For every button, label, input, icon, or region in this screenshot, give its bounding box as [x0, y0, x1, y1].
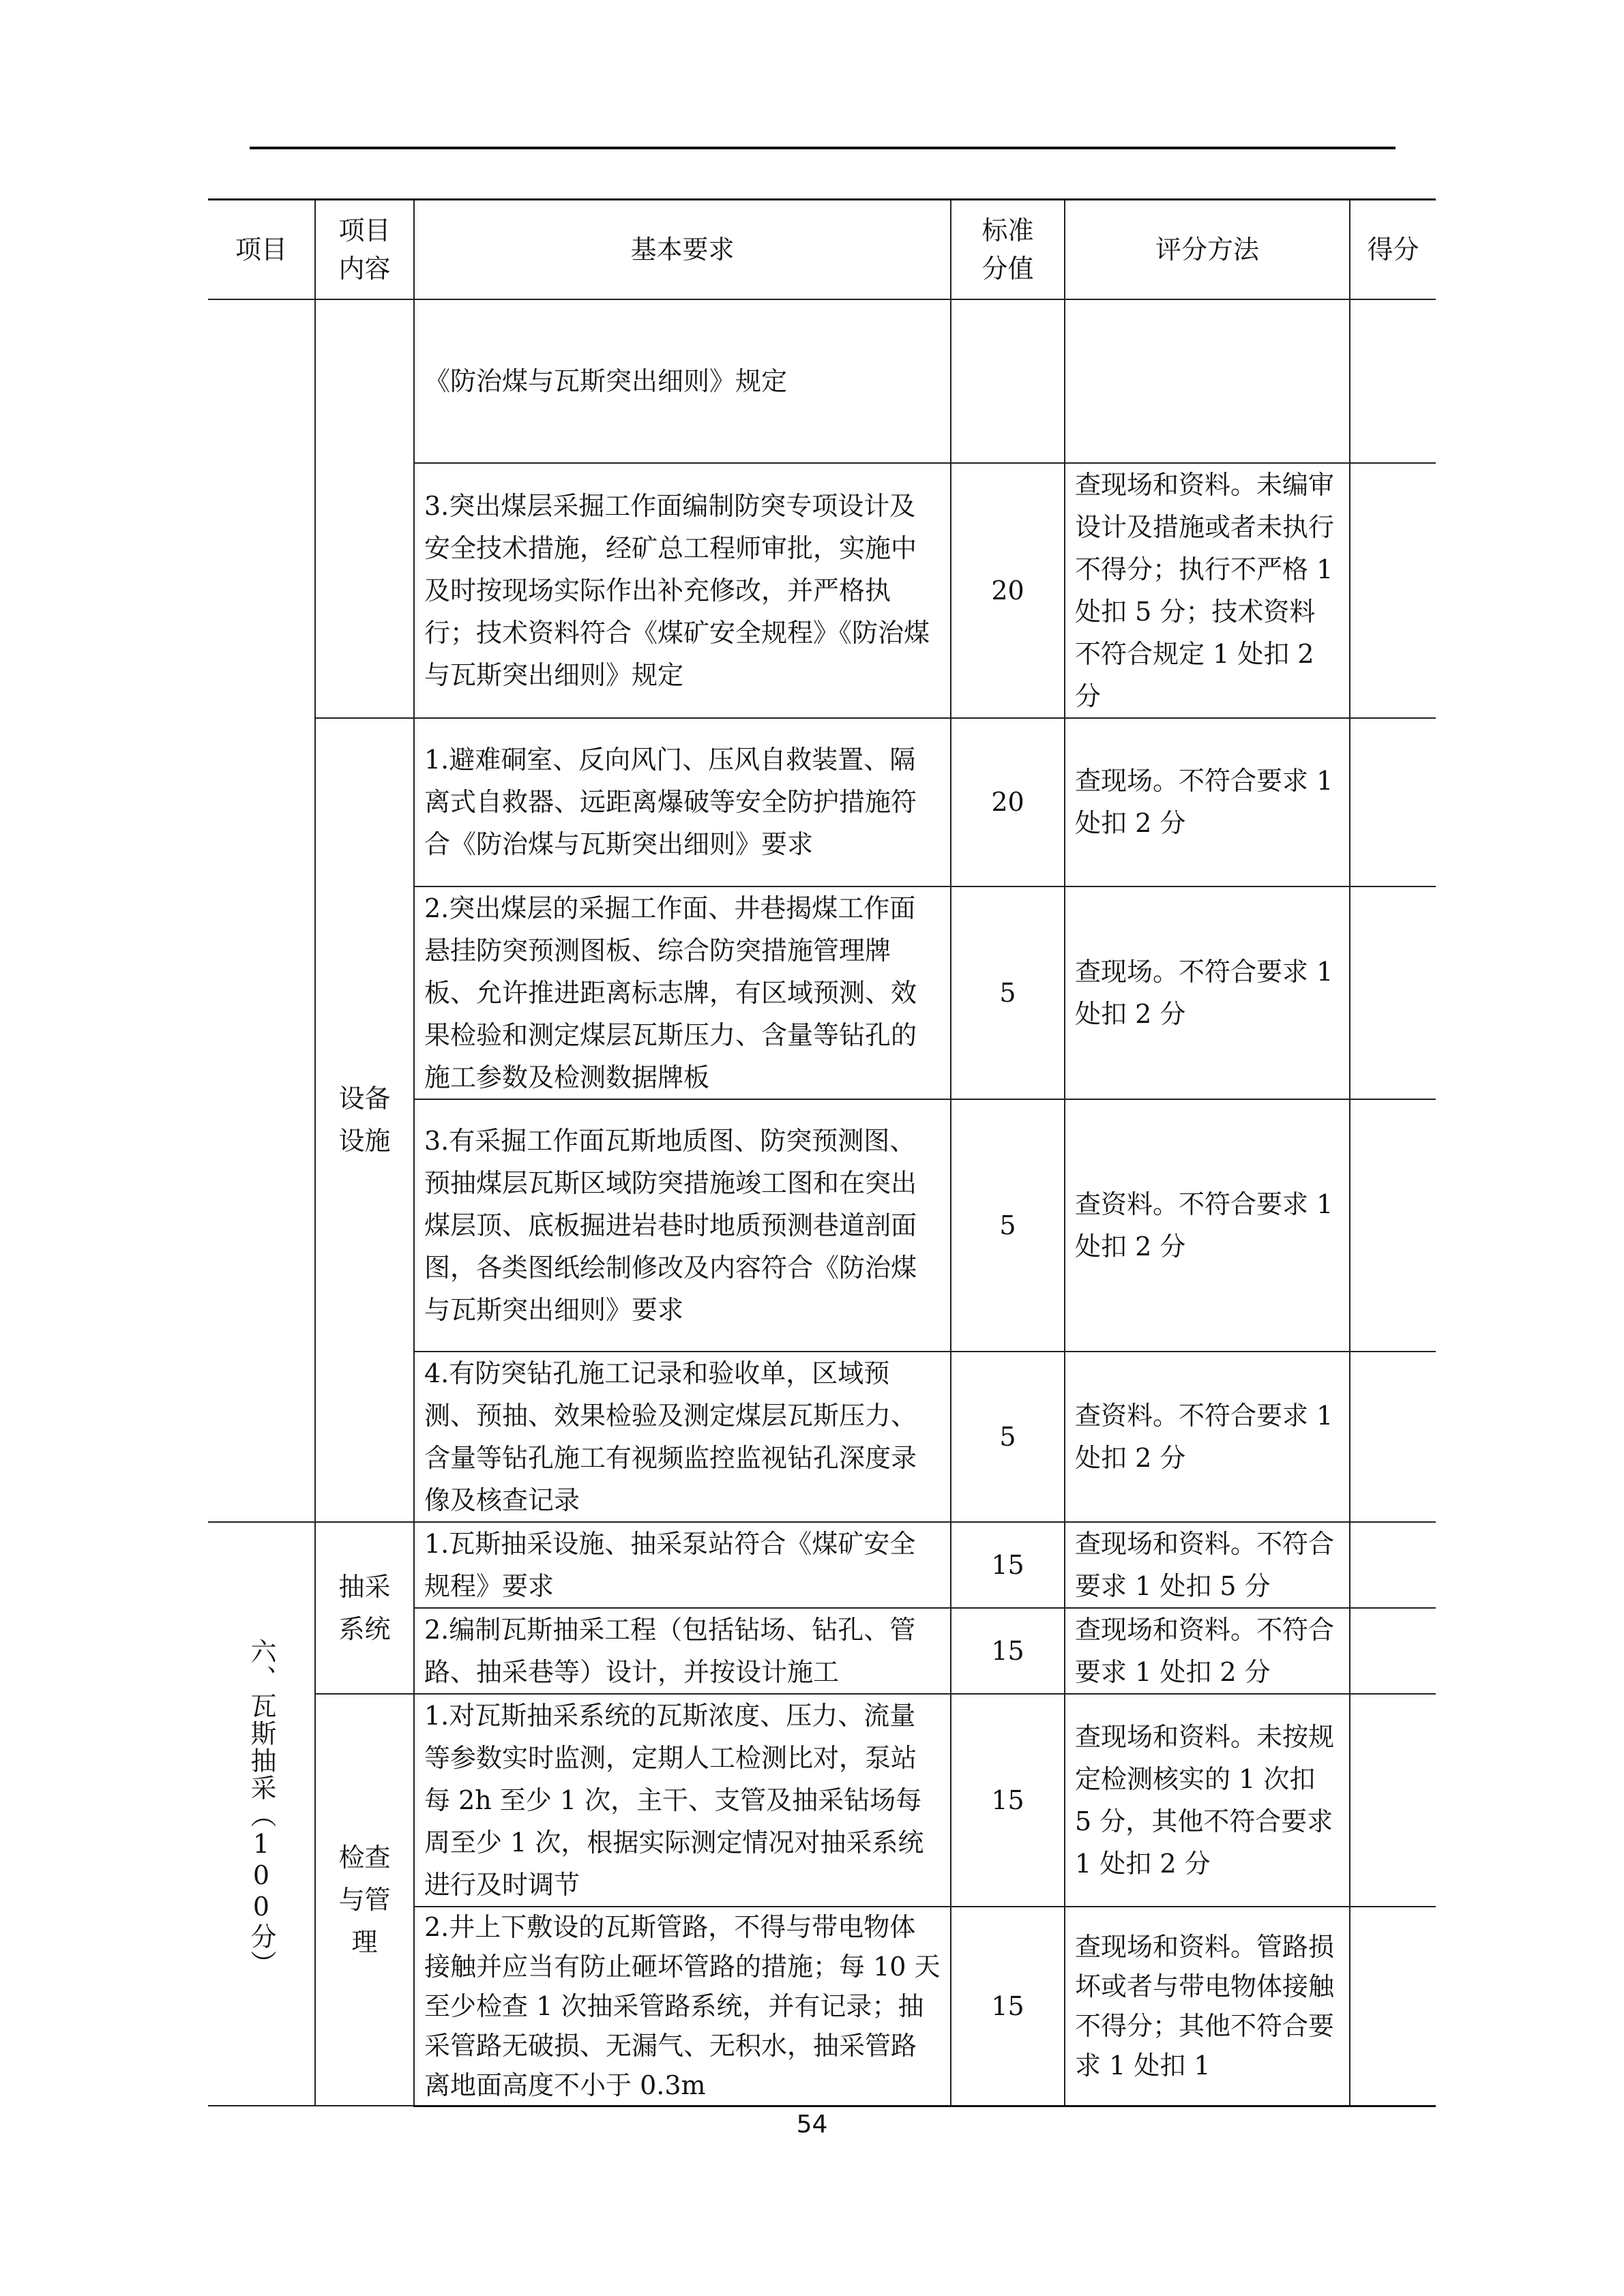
subgroup-cell-inspection: 检查 与管 理	[315, 1694, 414, 2106]
score-cell	[1350, 1694, 1436, 1907]
method-cell: 查现场。不符合要求 1 处扣 2 分	[1065, 718, 1350, 886]
method-cell: 查现场和资料。未编审设计及措施或者未执行不得分；执行不严格 1 处扣 5 分；技术资料不符合规定 1 处扣 2 分	[1065, 463, 1350, 718]
value-cell: 5	[951, 886, 1065, 1099]
value-cell: 15	[951, 1694, 1065, 1907]
requirement-cell: 1.瓦斯抽采设施、抽采泵站符合《煤矿安全规程》要求	[414, 1522, 951, 1608]
header-method: 评分方法	[1065, 200, 1350, 299]
table-row	[208, 718, 1436, 886]
header-item: 项目	[208, 200, 315, 299]
requirement-cell: 2.井上下敷设的瓦斯管路，不得与带电物体接触并应当有防止砸坏管路的措施；每 10 天至少检查 1 次抽采管路系统，并有记录；抽采管路无破损、无漏气、无积水，抽采管路离地面高度不小于 0.3m	[414, 1907, 951, 2106]
requirement-cell: 4.有防突钻孔施工记录和验收单，区域预测、预抽、效果检验及测定煤层瓦斯压力、含量等钻孔施工有视频监控监视钻孔深度录像及核查记录	[414, 1352, 951, 1522]
table-row	[208, 299, 1436, 463]
item-cell-gas-drainage: 六、瓦斯抽采（100分）	[208, 1522, 315, 2106]
header-content: 项目 内容	[315, 200, 414, 299]
requirement-cell: 1.避难硐室、反向风门、压风自救装置、隔离式自救器、远距离爆破等安全防护措施符合《防治煤与瓦斯突出细则》要求	[414, 718, 951, 886]
score-cell	[1350, 1099, 1436, 1352]
score-cell	[1350, 463, 1436, 718]
header-requirement: 基本要求	[414, 200, 951, 299]
subgroup-cell-continued	[315, 299, 414, 718]
table-header-row	[208, 200, 1436, 299]
method-cell: 查资料。不符合要求 1 处扣 2 分	[1065, 1099, 1350, 1352]
method-cell: 查现场和资料。未按规定检测核实的 1 次扣 5 分，其他不符合要求 1 处扣 2 分	[1065, 1694, 1350, 1907]
score-cell	[1350, 1352, 1436, 1522]
header-score: 得分	[1350, 200, 1436, 299]
method-cell: 查现场和资料。管路损坏或者与带电物体接触不得分；其他不符合要求 1 处扣 1	[1065, 1907, 1350, 2106]
score-cell	[1350, 1522, 1436, 1608]
method-cell: 查资料。不符合要求 1 处扣 2 分	[1065, 1352, 1350, 1522]
header-value: 标准 分值	[951, 200, 1065, 299]
requirement-cell: 1.对瓦斯抽采系统的瓦斯浓度、压力、流量等参数实时监测，定期人工检测比对，泵站每 2h 至少 1 次，主干、支管及抽采钻场每周至少 1 次，根据实际测定情况对抽采系统进行及时调节	[414, 1694, 951, 1907]
table-row	[208, 1694, 1436, 1907]
method-cell: 查现场和资料。不符合要求 1 处扣 5 分	[1065, 1522, 1350, 1608]
requirement-cell: 3.突出煤层采掘工作面编制防突专项设计及安全技术措施，经矿总工程师审批，实施中及时按现场实际作出补充修改，并严格执行；技术资料符合《煤矿安全规程》《防治煤与瓦斯突出细则》规定	[414, 463, 951, 718]
header-rule	[250, 147, 1396, 149]
score-cell	[1350, 299, 1436, 463]
score-cell	[1350, 1907, 1436, 2106]
value-cell: 15	[951, 1907, 1065, 2106]
value-cell	[951, 299, 1065, 463]
value-cell: 15	[951, 1522, 1065, 1608]
score-cell	[1350, 886, 1436, 1099]
subgroup-cell-drainage-system: 抽采 系统	[315, 1522, 414, 1694]
value-cell: 20	[951, 718, 1065, 886]
item-cell-continued	[208, 299, 315, 1522]
subgroup-cell-equipment: 设备 设施	[315, 718, 414, 1522]
requirement-cell: 3.有采掘工作面瓦斯地质图、防突预测图、预抽煤层瓦斯区域防突措施竣工图和在突出煤层顶、底板掘进岩巷时地质预测巷道剖面图，各类图纸绘制修改及内容符合《防治煤与瓦斯突出细则》要求	[414, 1099, 951, 1352]
method-cell	[1065, 299, 1350, 463]
value-cell: 5	[951, 1099, 1065, 1352]
scoring-table	[208, 198, 1436, 2107]
requirement-cell: 2.突出煤层的采掘工作面、井巷揭煤工作面悬挂防突预测图板、综合防突措施管理牌板、允许推进距离标志牌，有区域预测、效果检验和测定煤层瓦斯压力、含量等钻孔的施工参数及检测数据牌板	[414, 886, 951, 1099]
page-number: 54	[796, 2111, 828, 2138]
table-row	[208, 1522, 1436, 1608]
method-cell: 查现场和资料。不符合要求 1 处扣 2 分	[1065, 1608, 1350, 1694]
method-cell: 查现场。不符合要求 1 处扣 2 分	[1065, 886, 1350, 1099]
score-cell	[1350, 718, 1436, 886]
value-cell: 5	[951, 1352, 1065, 1522]
requirement-cell: 2.编制瓦斯抽采工程（包括钻场、钻孔、管路、抽采巷等）设计，并按设计施工	[414, 1608, 951, 1694]
requirement-cell: 《防治煤与瓦斯突出细则》规定	[414, 299, 951, 463]
value-cell: 20	[951, 463, 1065, 718]
value-cell: 15	[951, 1608, 1065, 1694]
score-cell	[1350, 1608, 1436, 1694]
